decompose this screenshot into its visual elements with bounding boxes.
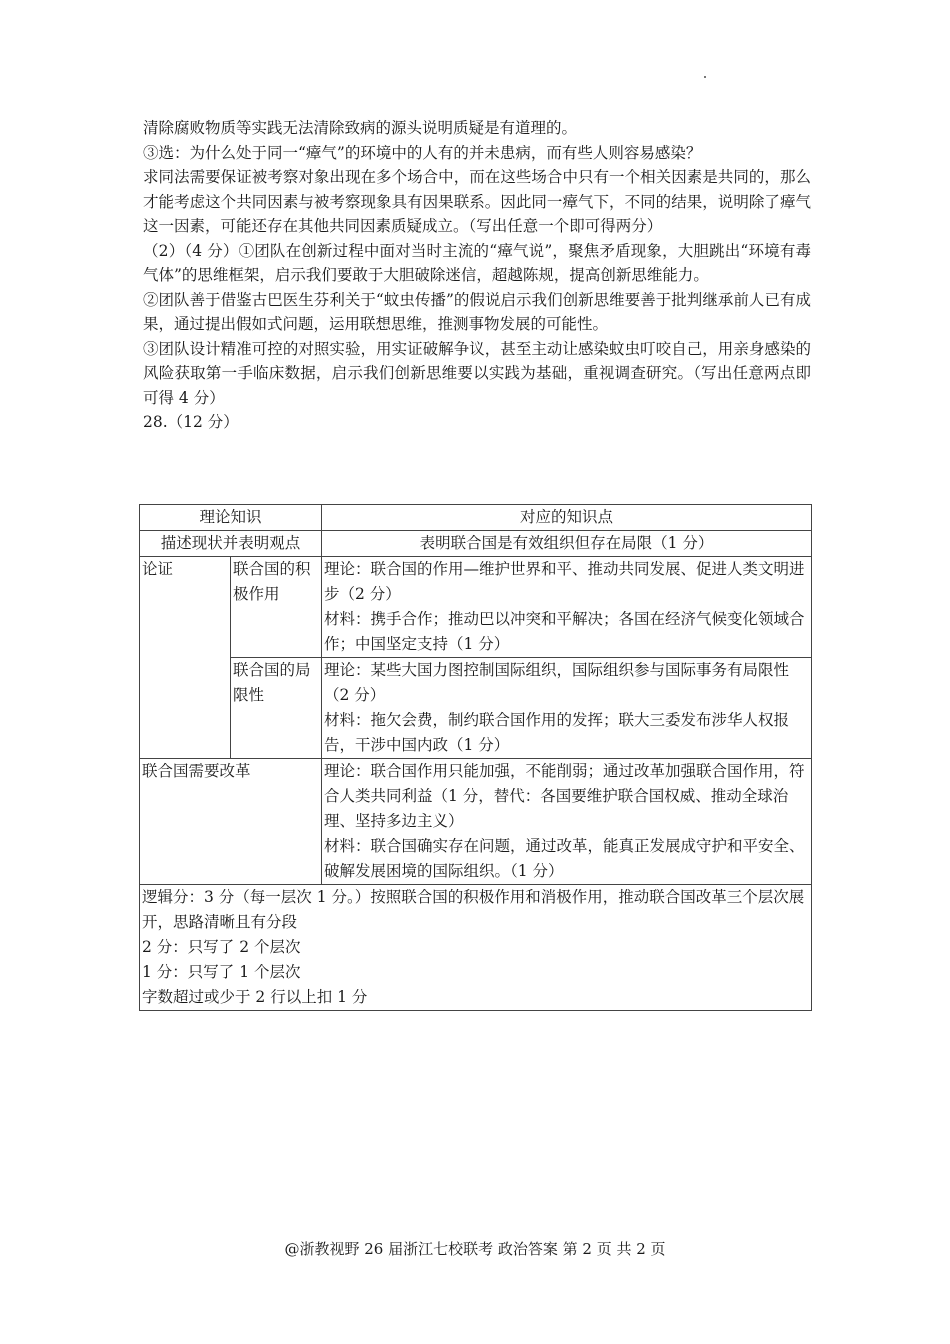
header-theory: 理论知识	[140, 505, 322, 531]
answer-paragraph: ③团队设计精准可控的对照实验，用实证破解争议，甚至主动让感染蚊虫叮咬自己，用亲身感染的风险获取第一手临床数据，启示我们创新思维要以实践为基础，重视调查研究。（写出任意两点即可得 4 分）	[143, 339, 811, 407]
scan-speck	[704, 76, 706, 78]
answer-paragraph: 求同法需要保证被考察对象出现在多个场合中，而在这些场合中只有一个相关因素是共同的，那么才能考虑这个共同因素与被考察现象具有因果联系。因此同一瘴气下，不同的结果，说明除了瘴气这一因素，可能还存在其他共同因素质疑成立。（写出任意一个即可得两分）	[143, 168, 811, 235]
logic-score-line: 逻辑分：3 分（每一层次 1 分。）按照联合国的积极作用和消极作用，推动联合国改革三个层次展开，思路清晰且有分段	[142, 888, 805, 931]
page-footer: @浙教视野 26 届浙江七校联考 政治答案 第 2 页 共 2 页	[284, 1240, 666, 1258]
table-row	[140, 557, 812, 658]
logic-score-line: 1 分：只写了 1 个层次	[142, 963, 301, 981]
row-label-positive-role: 联合国的积极作用	[231, 557, 322, 658]
table-header-row	[140, 505, 812, 531]
positive-material-line: 材料：携手合作；推动巴以冲突和平解决；各国在经济气候变化领域合作；中国坚定支持（1 分）	[324, 610, 805, 653]
table-row	[140, 885, 812, 1011]
table-row	[140, 658, 812, 759]
row-content-positive-role	[322, 557, 812, 658]
answer-paragraph: （2）（4 分）①团队在创新过程中面对当时主流的“瘴气说”，聚焦矛盾现象，大胆跳出“环境有毒气体”的思维框架，启示我们要敢于大胆破除迷信，超越陈规，提高创新思维能力。	[143, 241, 811, 284]
reform-material-line: 材料：联合国确实存在问题，通过改革，能真正发展成守护和平安全、破解发展困境的国际组织。（1 分）	[324, 837, 805, 880]
answer-text-block	[143, 116, 811, 440]
row-content-reform	[322, 759, 812, 885]
row-label-describe: 描述现状并表明观点	[140, 531, 322, 557]
answer-paragraph: 清除腐败物质等实践无法清除致病的源头说明质疑是有道理的。	[143, 119, 578, 137]
question-number: 28.（12 分）	[143, 413, 239, 431]
limitation-theory-line: 理论：某些大国力图控制国际组织，国际组织参与国际事务有局限性（2 分）	[324, 661, 790, 704]
row-label-limitation: 联合国的局限性	[231, 658, 322, 759]
scoring-table	[139, 504, 812, 1011]
limitation-material-line: 材料：拖欠会费，制约联合国作用的发挥；联大三委发布涉华人权报告，干涉中国内政（1 分）	[324, 711, 790, 754]
logic-score-line: 2 分：只写了 2 个层次	[142, 938, 301, 956]
reform-theory-line: 理论：联合国作用只能加强，不能削弱；通过改革加强联合国作用，符合人类共同利益（1 分，替代：各国要维护联合国权威、推动全球治理、坚持多边主义）	[324, 762, 805, 830]
row-label-reform: 联合国需要改革	[140, 759, 322, 885]
header-knowledge-points: 对应的知识点	[322, 505, 812, 531]
table-row	[140, 531, 812, 557]
row-content-describe: 表明联合国是有效组织但存在局限（1 分）	[322, 531, 812, 557]
answer-paragraph: ②团队善于借鉴古巴医生芬利关于“蚊虫传播”的假说启示我们创新思维要善于批判继承前人已有成果，通过提出假如式问题，运用联想思维，推测事物发展的可能性。	[143, 290, 811, 333]
positive-theory-line: 理论：联合国的作用—维护世界和平、推动共同发展、促进人类文明进步（2 分）	[324, 560, 805, 603]
row-content-limitation	[322, 658, 812, 759]
logic-score-cell	[140, 885, 812, 1011]
answer-paragraph: ③选：为什么处于同一“瘴气”的环境中的人有的并未患病，而有些人则容易感染？	[143, 143, 702, 162]
row-label-argument: 论证	[140, 557, 231, 759]
logic-score-line: 字数超过或少于 2 行以上扣 1 分	[142, 988, 368, 1006]
table-row	[140, 759, 812, 885]
